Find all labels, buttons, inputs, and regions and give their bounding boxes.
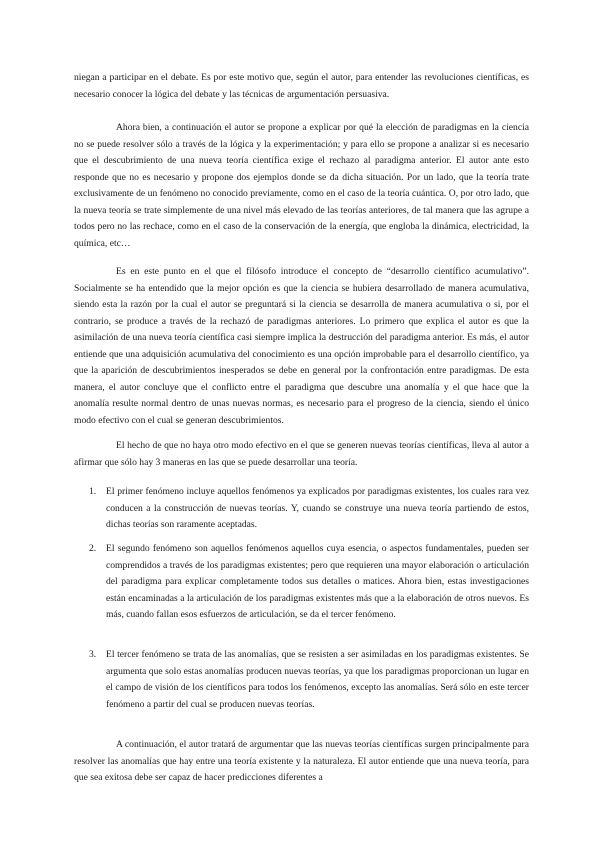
- paragraph-paradigm-choice: Ahora bien, a continuación el autor se propone a explicar por qué la elección de paradigmas en la ciencia no se puede resolver sólo a través de la lógica y la experimentación; y para ello se propone a analizar si es necesario que el descubrimiento de una nueva teoría científica exige el rechazo al paradigma anterior. El autor ante esto responde que no es necesario y propone dos ejemplos donde se da dicha situación. Por un lado, que la teoría trate exclusivamente de un fenómeno no conocido previamente, como en el caso de la teoría cuántica. O, por otro lado, que la nueva teoría se trate simplemente de una nivel más elevado de las teorías anteriores, de tal manera que las agrupe a todos pero no las rechace, como en el caso de la conservación de la energía, que engloba la dinámica, electricidad, la química, etc…: [74, 122, 529, 249]
- list-item-text: El primer fenómeno incluye aquellos fenómenos ya explicados por paradigmas existentes, los cuales rara vez conducen a la construcción de nuevas teorías. Y, cuando se construye una nueva teoría partiendo de estos, dichas teorías son raramente aceptadas.: [106, 486, 529, 530]
- list-item-text: El segundo fenómeno son aquellos fenómenos aquellos cuya esencia, o aspectos fundamentales, pueden ser comprendidos a través de los paradigmas existentes; pero que requieren una mayor elaboración o articulación del paradigma para explicar completamente todos sus detalles o matices. Ahora bien, estas investigaciones están encaminadas a la articulación de los paradigmas existentes más que a la elaboración de otros nuevos. Es más, cuando fallan esos esfuerzos de articulación, se da el tercer fenómeno.: [106, 543, 529, 620]
- list-item-number: 1.: [89, 486, 97, 497]
- paragraph-continuation: niegan a participar en el debate. Es por este motivo que, según el autor, para entender las revoluciones científicas, es necesario conocer la lógica del debate y las técnicas de argumentación persuasiva.: [74, 72, 529, 100]
- paragraph-cumulative-development: Es en este punto en el que el filósofo introduce el concepto de “desarrollo científico acumulativo”. Socialmente se ha entendido que la mejor opción es que la ciencia se hubiera desarrollado de manera acumulativa, siendo esta la razón por la cual el autor se preguntará si la ciencia se desarrolla de manera acumulativa o si, por el contrario, se produce a través de la rechazó de paradigmas anteriores. Lo primero que explica el autor es que la asimilación de una nueva teoría científica casi siempre implica la destrucción del paradigma anterior. Es más, el autor entiende que una adquisición acumulativa del conocimiento es una opción improbable para el desarrollo científico, ya que la aparición de descubrimientos inesperados se debe en general por la confrontación entre paradigmas. De esta manera, el autor concluye que el conflicto entre el paradigma que descubre una anomalía y el que hace que la anomalía resulte normal dentro de unas nuevas normas, es necesario para el progreso de la ciencia, siendo el único modo efectivo con el cual se generan descubrimientos.: [74, 266, 529, 426]
- list-item-text: El tercer fenómeno se trata de las anomalías, que se resisten a ser asimiladas en los paradigmas existentes. Se argumenta que solo estas anomalías producen nuevas teorías, ya que los paradigmas proporcionan un lugar en el campo de visión de los científicos para todos los fenómenos, excepto las anomalías. Será sólo en este tercer fenómeno a partir del cual se producen nuevas teorías.: [106, 649, 529, 710]
- list-item-number: 3.: [89, 649, 97, 660]
- paragraph-closing: A continuación, el autor tratará de argumentar que las nuevas teorías científicas surgen principalmente para resolver las anomalías que hay entre una teoría existente y la naturaleza. El autor entiende que una nueva teoría, para que sea exitosa debe ser capaz de hacer predicciones diferentes a: [74, 739, 529, 783]
- paragraph-three-ways: El hecho de que no haya otro modo efectivo en el que se generen nuevas teorías científicas, lleva al autor a afirmar que sólo hay 3 maneras en las que se puede desarrollar una teoría.: [74, 440, 529, 468]
- list-item-number: 2.: [89, 543, 97, 554]
